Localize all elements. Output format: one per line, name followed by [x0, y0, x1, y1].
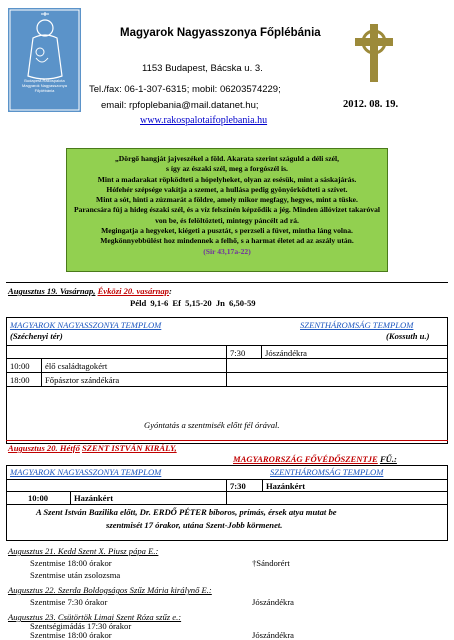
column-line	[70, 491, 71, 504]
day-item: Szentmise 7:30 órakor	[30, 597, 108, 607]
quote-reference: (Sir 43,17a-22)	[203, 246, 251, 256]
aug20-note-line2: szentmisét 17 órakor, utána Szent-Jobb körmenet.	[106, 520, 283, 530]
aug20-church-left: MAGYAROK NAGYASSZONYA TEMPLOM	[10, 467, 162, 477]
day-intention: Jószándékra	[252, 597, 294, 607]
bulletin-date: 2012. 08. 19.	[343, 99, 399, 110]
parish-logo	[8, 8, 81, 112]
quote-line: Mint a sót, hinti a zúzmarát a földre, amely mikor megfagy, hegyes, mint a tüske.	[96, 195, 358, 205]
day-title: Augusztus 22. Szerda Boldogságos Szűz Mária királynő E.:	[8, 585, 212, 595]
divider	[6, 440, 448, 441]
day-intention: †Sándorért	[252, 558, 290, 568]
confession-note: Gyóntatás a szentmisék előtt fél órával.	[144, 420, 280, 430]
aug19-heading	[8, 286, 172, 296]
aug19-church-left: MAGYAROK NAGYASSZONYA TEMPLOM	[10, 320, 162, 330]
day-item: Szentmise 18:00 órakor	[30, 630, 112, 640]
aug19-readings: Péld 9,1-6 Ef 5,15-20 Jn 6,50-59	[130, 298, 256, 308]
day-title: Augusztus 21. Kedd Szent X. Piusz pápa E.:	[8, 546, 159, 556]
quote-line: „Dörgő hangját jajveszékel a föld. Akarata szerint száguld a déli szél,	[115, 154, 339, 163]
aug19-colon: :	[168, 286, 172, 296]
schedule-time: 7:30	[230, 481, 246, 491]
schedule-time: 10:00	[28, 493, 49, 503]
aug20-note-line1: A Szent István Bazilika előtt, Dr. ERDŐ PÉTER bíboros, prímás, érsek atya mutat be	[36, 507, 337, 517]
quote-line: von be, és felöltözteti, mintegy páncélt ad rá.	[155, 215, 299, 225]
divider	[6, 386, 448, 387]
parish-name: Magyarok Nagyasszonya Főplébánia	[120, 27, 321, 39]
aug19-church-right: SZENTHÁROMSÁG TEMPLOM	[300, 320, 414, 330]
schedule-intention: Hazánkért	[74, 493, 114, 503]
column-line	[261, 345, 262, 359]
aug20-feast2-suffix: FŰ.:	[379, 454, 397, 464]
divider	[6, 372, 448, 373]
day-item: Szentmise után zsolozsma	[30, 570, 121, 580]
phone-line: Tel./fax: 06-1-307-6315; mobil: 06203574229;	[89, 84, 281, 95]
divider	[6, 504, 448, 505]
day-title: Augusztus 23. Csütörtök Limai Szent Róza szűz e.:	[8, 612, 182, 622]
quote-line: Parancsára fúj a hideg északi szél, és a víz felszínén képződik a jég. Minden állóvizet takaróval	[73, 205, 381, 215]
schedule-time: 10:00	[10, 361, 30, 371]
scripture-quote-box	[66, 148, 388, 272]
aug20-church-right: SZENTHÁROMSÁG TEMPLOM	[270, 467, 384, 477]
column-line	[226, 345, 227, 386]
quote-line: Megkönnyebbülést hoz mindennek a felhő, s a harmat életet ad az aszály után.	[100, 236, 354, 246]
column-line	[226, 479, 227, 504]
aug20-heading	[8, 443, 177, 453]
quote-line: Megingatja a hegyeket, kiégeti a pusztát, s perzseli a füvet, mintha láng volna.	[101, 226, 353, 236]
celtic-cross-icon	[352, 22, 396, 89]
divider	[6, 491, 448, 492]
day-item: Szentségimádás 17:30 órakor	[30, 621, 132, 631]
day-intention: Jószándékra	[252, 630, 294, 640]
address: 1153 Budapest, Bácska u. 3.	[142, 63, 263, 74]
divider	[6, 479, 448, 480]
logo-line: Budapest-Rákospalota	[24, 78, 65, 83]
aug20-feast: SZENT ISTVÁN KIRÁLY,	[82, 443, 177, 453]
schedule-intention: Jószándékra	[265, 348, 307, 358]
aug19-location-left: (Széchenyi tér)	[10, 331, 63, 341]
logo-line: Magyarok Nagyasszonya	[22, 83, 67, 88]
aug19-feast: Évközi 20. vasárnap	[97, 286, 169, 296]
aug19-location-right: (Kossuth u.)	[386, 331, 430, 341]
divider	[6, 345, 448, 346]
aug20-feast-line	[233, 454, 397, 464]
quote-line: s így az északi szél, meg a forgószél is.	[166, 164, 288, 174]
schedule-time: 18:00	[10, 375, 30, 385]
quote-line: Hófehér szépsége vakítja a szemet, a hullása pedig gyönyörködteti a szívet.	[106, 184, 348, 194]
aug20-feast2: MAGYARORSZÁG FŐVÉDŐSZENTJE	[233, 454, 378, 464]
schedule-time: 7:30	[230, 348, 246, 358]
divider	[6, 282, 448, 283]
schedule-intention: Főpásztor szándékára	[45, 375, 120, 385]
column-line	[41, 358, 42, 386]
schedule-intention: Hazánkért	[266, 481, 306, 491]
divider	[6, 358, 448, 359]
email-line: email: rpfoplebania@mail.datanet.hu;	[101, 100, 259, 111]
logo-caption	[8, 78, 81, 93]
aug19-day: Augusztus 19. Vasárnap,	[8, 286, 96, 296]
quote-line: Mint a madarakat röpködteti a hópelyheket, olyan az esésük, mint a sáskajárás.	[97, 174, 357, 184]
schedule-intention: élő családtagokért	[45, 361, 108, 371]
day-item: Szentmise 18:00 órakor	[30, 558, 112, 568]
madonna-icon	[8, 8, 81, 112]
aug20-day: Augusztus 20. Hétfő	[8, 443, 80, 453]
website-link[interactable]: www.rakospalotaifoplebania.hu	[140, 115, 268, 126]
column-line	[262, 479, 263, 492]
logo-line: Főplébánia	[34, 88, 55, 93]
